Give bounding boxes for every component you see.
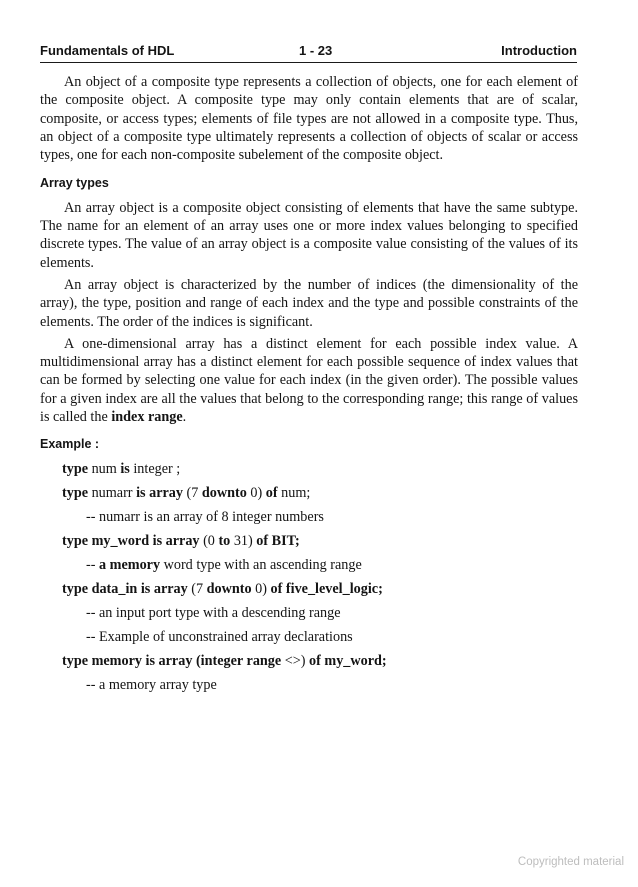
code-line-3: type my_word is array (0 to 31) of BIT; <box>62 532 300 549</box>
header-rule <box>40 62 577 63</box>
code-comment-4: -- Example of unconstrained array declarations <box>86 628 353 645</box>
intro-paragraph: An object of a composite type represents a collection of objects, one for each element of the composite object. A composite type may only contain elements that are of scalar, composite, or access types; elements of file types are not allowed in a composite type. Thus, an object of a composite type ultimately represents a collection of objects of scalar or access types, one for each non-composite subelement of the composite object. <box>40 74 578 164</box>
array-types-paragraph-1: An array object is a composite object consisting of elements that have the same subtype. The name for an element of an array uses one or more index values belonging to specified discrete types. The value of an array object is a composite value consisting of the values of its elements. <box>40 199 578 271</box>
code-line-1: type num is integer ; <box>62 460 181 477</box>
header-book-title: Fundamentals of HDL <box>40 43 175 58</box>
array-types-paragraph-2: An array object is characterized by the number of indices (the dimensionality of the array), the type, position and range of each index and the type and possible constraints of the elements. The order of the indices is significant. <box>40 276 578 330</box>
code-line-4: type data_in is array (7 downto 0) of five_level_logic; <box>62 580 383 597</box>
code-example <box>62 460 578 700</box>
paragraph-text: A one-dimensional array has a distinct element for each possible index value. A multidimensional array has a distinct element for each possible sequence of index values that can be formed by selecting one value for each index (in the given order). The possible values for a given index are all the values that belong to the corresponding range; this range of values is called the <box>40 335 578 426</box>
header-page-number: 1 - 23 <box>299 43 333 58</box>
section-heading-array-types: Array types <box>40 176 109 191</box>
code-comment-3: -- an input port type with a descending range <box>86 604 341 621</box>
array-types-paragraph-3 <box>40 335 578 426</box>
code-comment-5: -- a memory array type <box>86 676 217 693</box>
page-body <box>40 73 578 700</box>
example-heading: Example : <box>40 437 100 452</box>
code-line-5: type memory is array (integer range <>) of my_word; <box>62 652 387 669</box>
page-header <box>40 43 577 63</box>
term-index-range: index range <box>111 409 183 426</box>
paragraph-text: . <box>182 409 187 426</box>
header-chapter-title: Introduction <box>501 43 577 58</box>
code-comment-2: -- a memory word type with an ascending range <box>86 556 362 573</box>
code-line-2: type numarr is array (7 downto 0) of num; <box>62 484 311 501</box>
code-comment-1: -- numarr is an array of 8 integer numbers <box>86 508 324 525</box>
copyright-watermark: Copyrighted material <box>517 856 624 868</box>
